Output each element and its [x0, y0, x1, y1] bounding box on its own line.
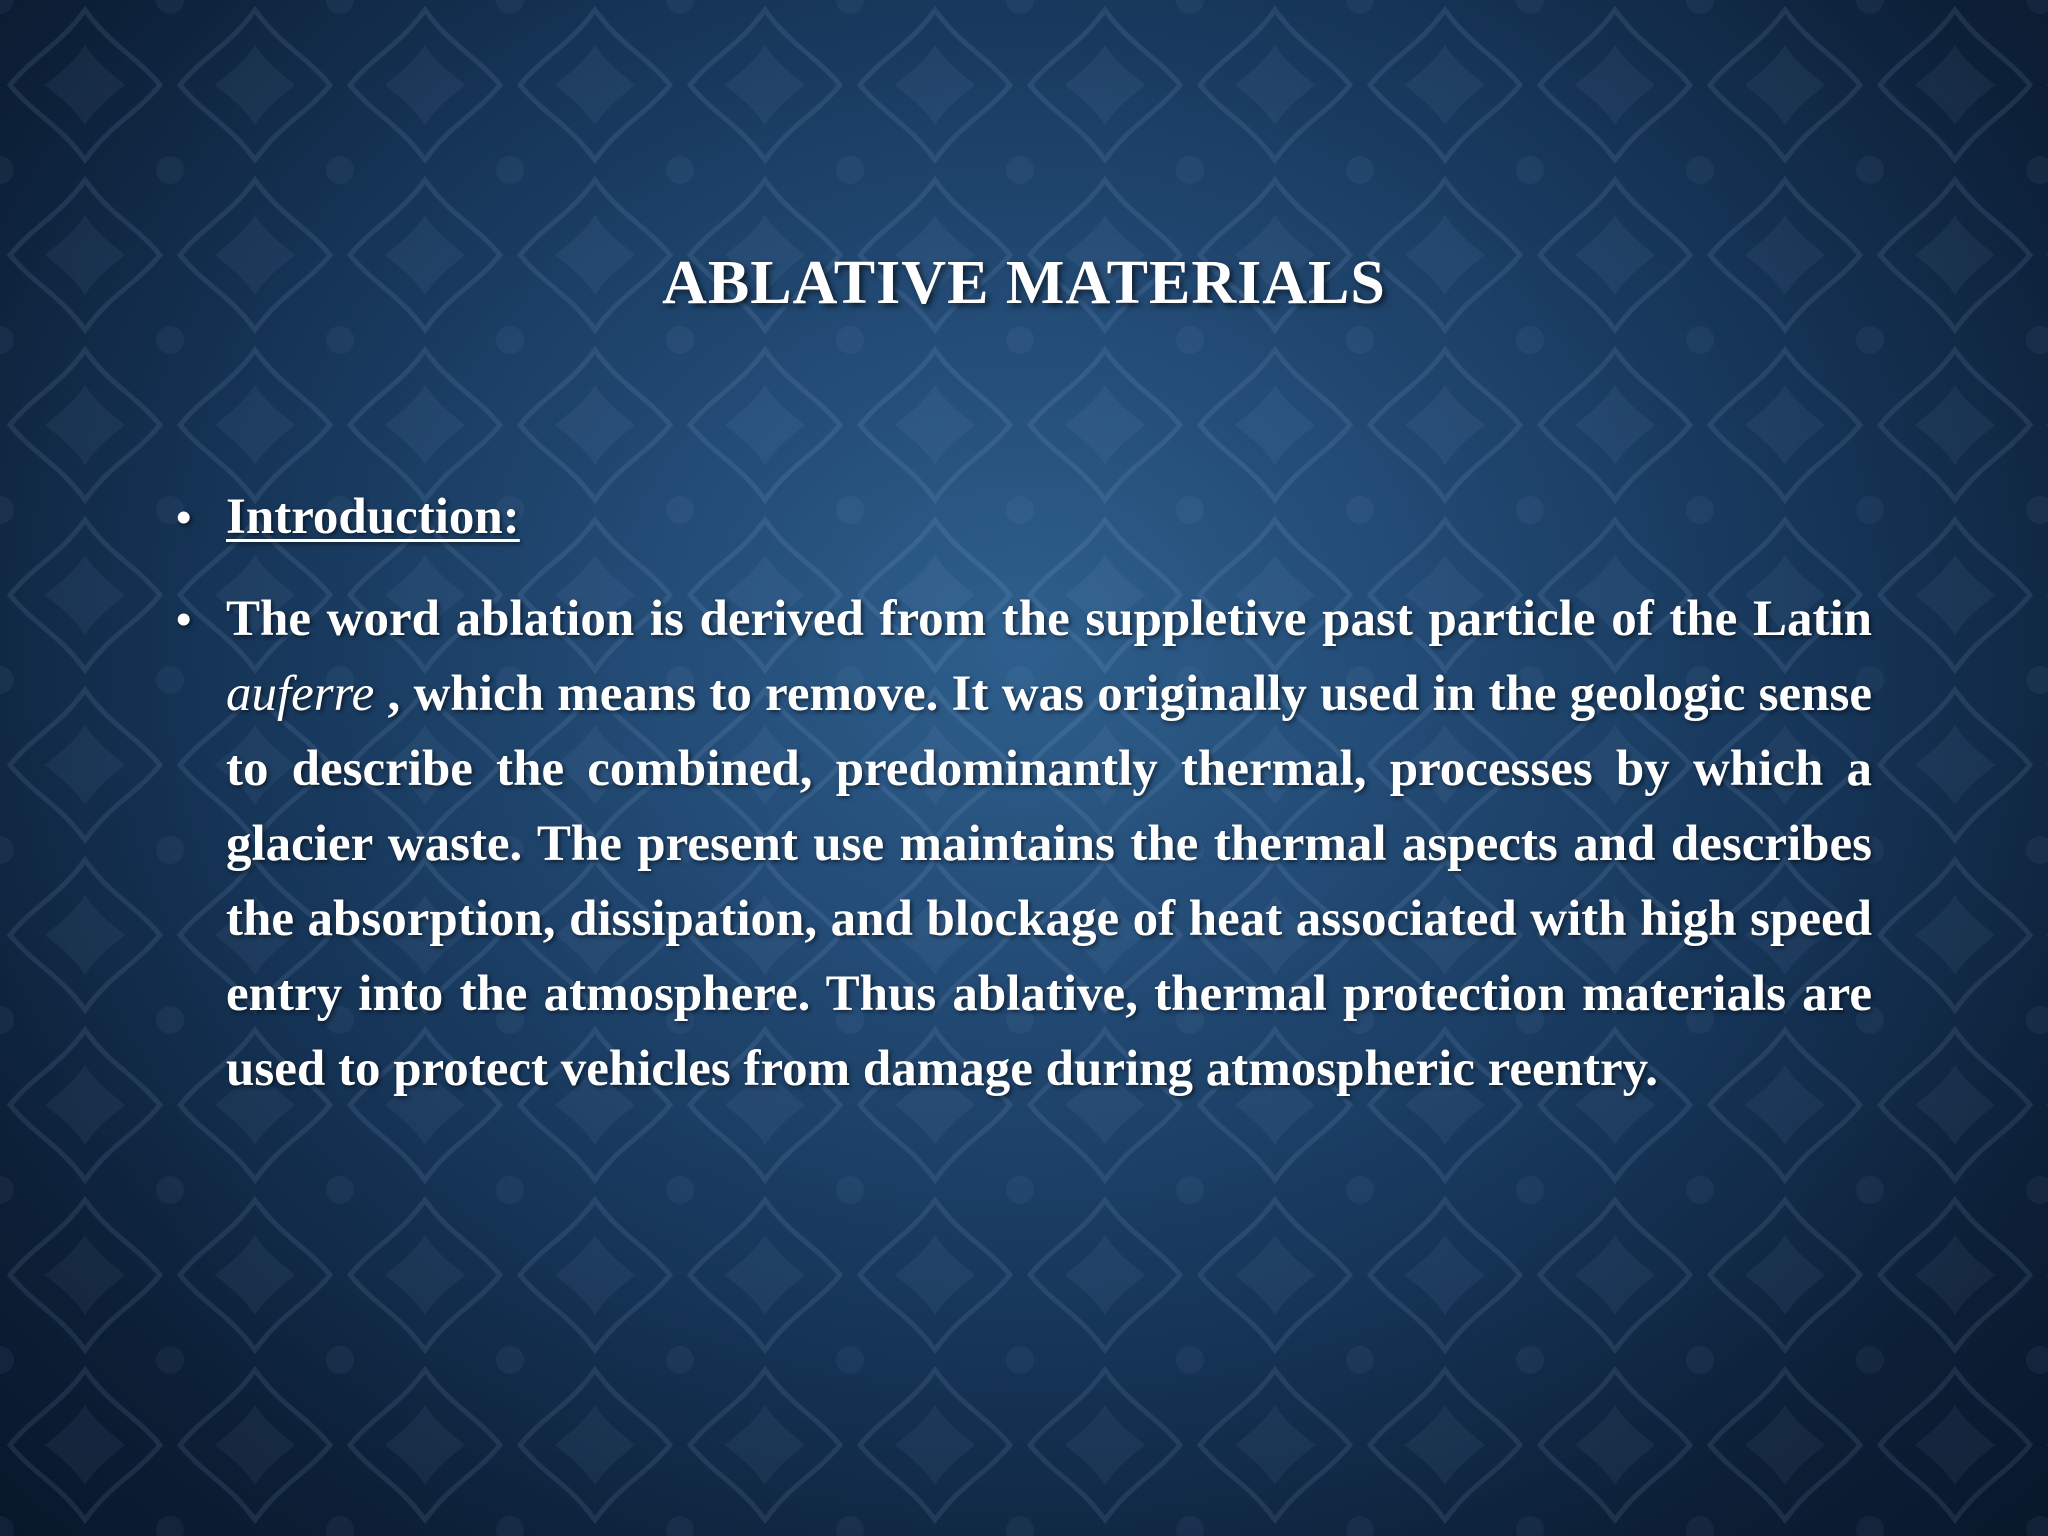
latin-term: auferre: [226, 666, 375, 722]
introduction-heading: Introduction:: [226, 489, 520, 545]
bullet-ablation-definition: [176, 582, 1872, 1107]
slide-title: ABLATIVE MATERIALS: [662, 249, 1386, 317]
bullet-dot-icon: •: [176, 493, 192, 542]
bullet-list: [176, 480, 1872, 1107]
bullet-dot-icon: •: [176, 595, 192, 644]
definition-text-rest: , which means to remove. It was originally used in the geologic sense to describe the combined, predominantly thermal, processes by which a glacier waste. The present use maintains the thermal aspects and describes the absorption, dissipation, and blockage of heat associated with high speed entry into the atmosphere. Thus ablative, thermal protection materials are used to protect vehicles from damage during atmospheric reentry.: [226, 666, 1872, 1097]
bullet-introduction: [176, 480, 1872, 555]
definition-text-start: The word ablation is derived from the suppletive past particle of the Latin: [226, 591, 1872, 647]
